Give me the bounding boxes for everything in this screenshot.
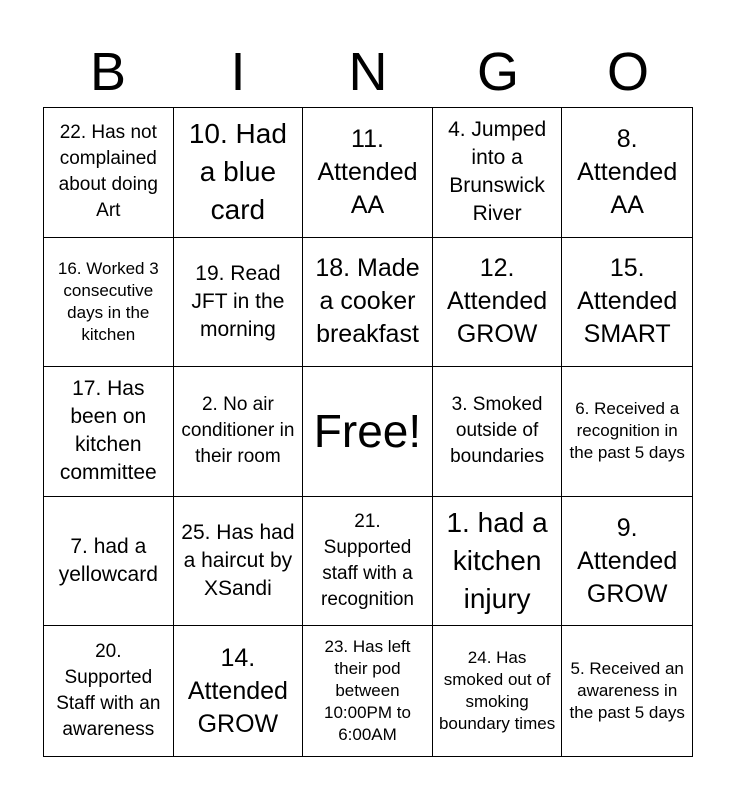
bingo-cell[interactable]: [303, 626, 433, 756]
cell-text: 6. Received a recognition in the past 5 days: [569, 399, 685, 463]
bingo-cell[interactable]: [44, 626, 174, 756]
bingo-cell[interactable]: [44, 238, 174, 368]
cell-text: 18. Made a cooker breakfast: [315, 254, 420, 349]
cell-text: 7. had a yellowcard: [58, 535, 158, 587]
cell-text: 25. Has had a haircut by XSandi: [181, 521, 295, 601]
cell-text: 11. Attended AA: [317, 124, 418, 219]
bingo-cell[interactable]: [433, 626, 563, 756]
cell-text: 17. Has been on kitchen committee: [59, 377, 157, 485]
bingo-cell[interactable]: [562, 626, 692, 756]
bingo-cell[interactable]: [174, 626, 304, 756]
free-space[interactable]: [303, 367, 433, 497]
bingo-cell[interactable]: [174, 367, 304, 497]
bingo-cell[interactable]: [44, 367, 174, 497]
bingo-cell[interactable]: [433, 108, 563, 238]
cell-text: 2. No air conditioner in their room: [181, 394, 295, 468]
cell-text: 19. Read JFT in the morning: [191, 261, 285, 341]
cell-text: 12. Attended GROW: [447, 254, 548, 349]
bingo-cell[interactable]: [562, 238, 692, 368]
cell-text: 20. Supported Staff with an awareness: [56, 641, 161, 741]
cell-text: 1. had a kitchen injury: [446, 507, 548, 615]
cell-text: 9. Attended GROW: [577, 513, 678, 608]
cell-text: 21. Supported staff with a recognition: [321, 511, 414, 611]
cell-text: 23. Has left their pod between 10:00PM to 6:00AM: [324, 637, 411, 745]
bingo-cell[interactable]: [433, 238, 563, 368]
cell-text: 24. Has smoked out of smoking boundary times: [438, 648, 556, 734]
bingo-cell[interactable]: [562, 367, 692, 497]
cell-text: 16. Worked 3 consecutive days in the kitchen: [57, 258, 159, 344]
bingo-header: [43, 40, 693, 104]
cell-text: 10. Had a blue card: [188, 118, 287, 226]
cell-text: 14. Attended GROW: [187, 643, 288, 738]
bingo-cell[interactable]: [174, 238, 304, 368]
header-letter-n: N: [348, 42, 388, 102]
bingo-cell[interactable]: [433, 497, 563, 627]
header-letter-g: G: [476, 42, 519, 102]
bingo-cell[interactable]: [174, 497, 304, 627]
cell-text: 22. Has not complained about doing Art: [58, 122, 158, 222]
bingo-cell[interactable]: [44, 497, 174, 627]
bingo-cell[interactable]: [433, 367, 563, 497]
bingo-grid: [43, 107, 693, 757]
header-letter-b: B: [89, 42, 127, 102]
bingo-cell[interactable]: [174, 108, 304, 238]
cell-text: 3. Smoked outside of boundaries: [450, 394, 545, 468]
bingo-cell[interactable]: [562, 108, 692, 238]
free-space-text: Free!: [313, 405, 422, 458]
bingo-cell[interactable]: [44, 108, 174, 238]
bingo-cell[interactable]: [303, 497, 433, 627]
bingo-cell[interactable]: [303, 238, 433, 368]
cell-text: 15. Attended SMART: [577, 254, 678, 349]
bingo-cell[interactable]: [562, 497, 692, 627]
cell-text: 4. Jumped into a Brunswick River: [448, 118, 547, 226]
bingo-cell[interactable]: [303, 108, 433, 238]
header-letter-o: O: [606, 42, 649, 102]
cell-text: 8. Attended AA: [577, 124, 678, 219]
cell-text: 5. Received an awareness in the past 5 days: [569, 659, 685, 723]
header-letter-i: I: [230, 42, 246, 102]
